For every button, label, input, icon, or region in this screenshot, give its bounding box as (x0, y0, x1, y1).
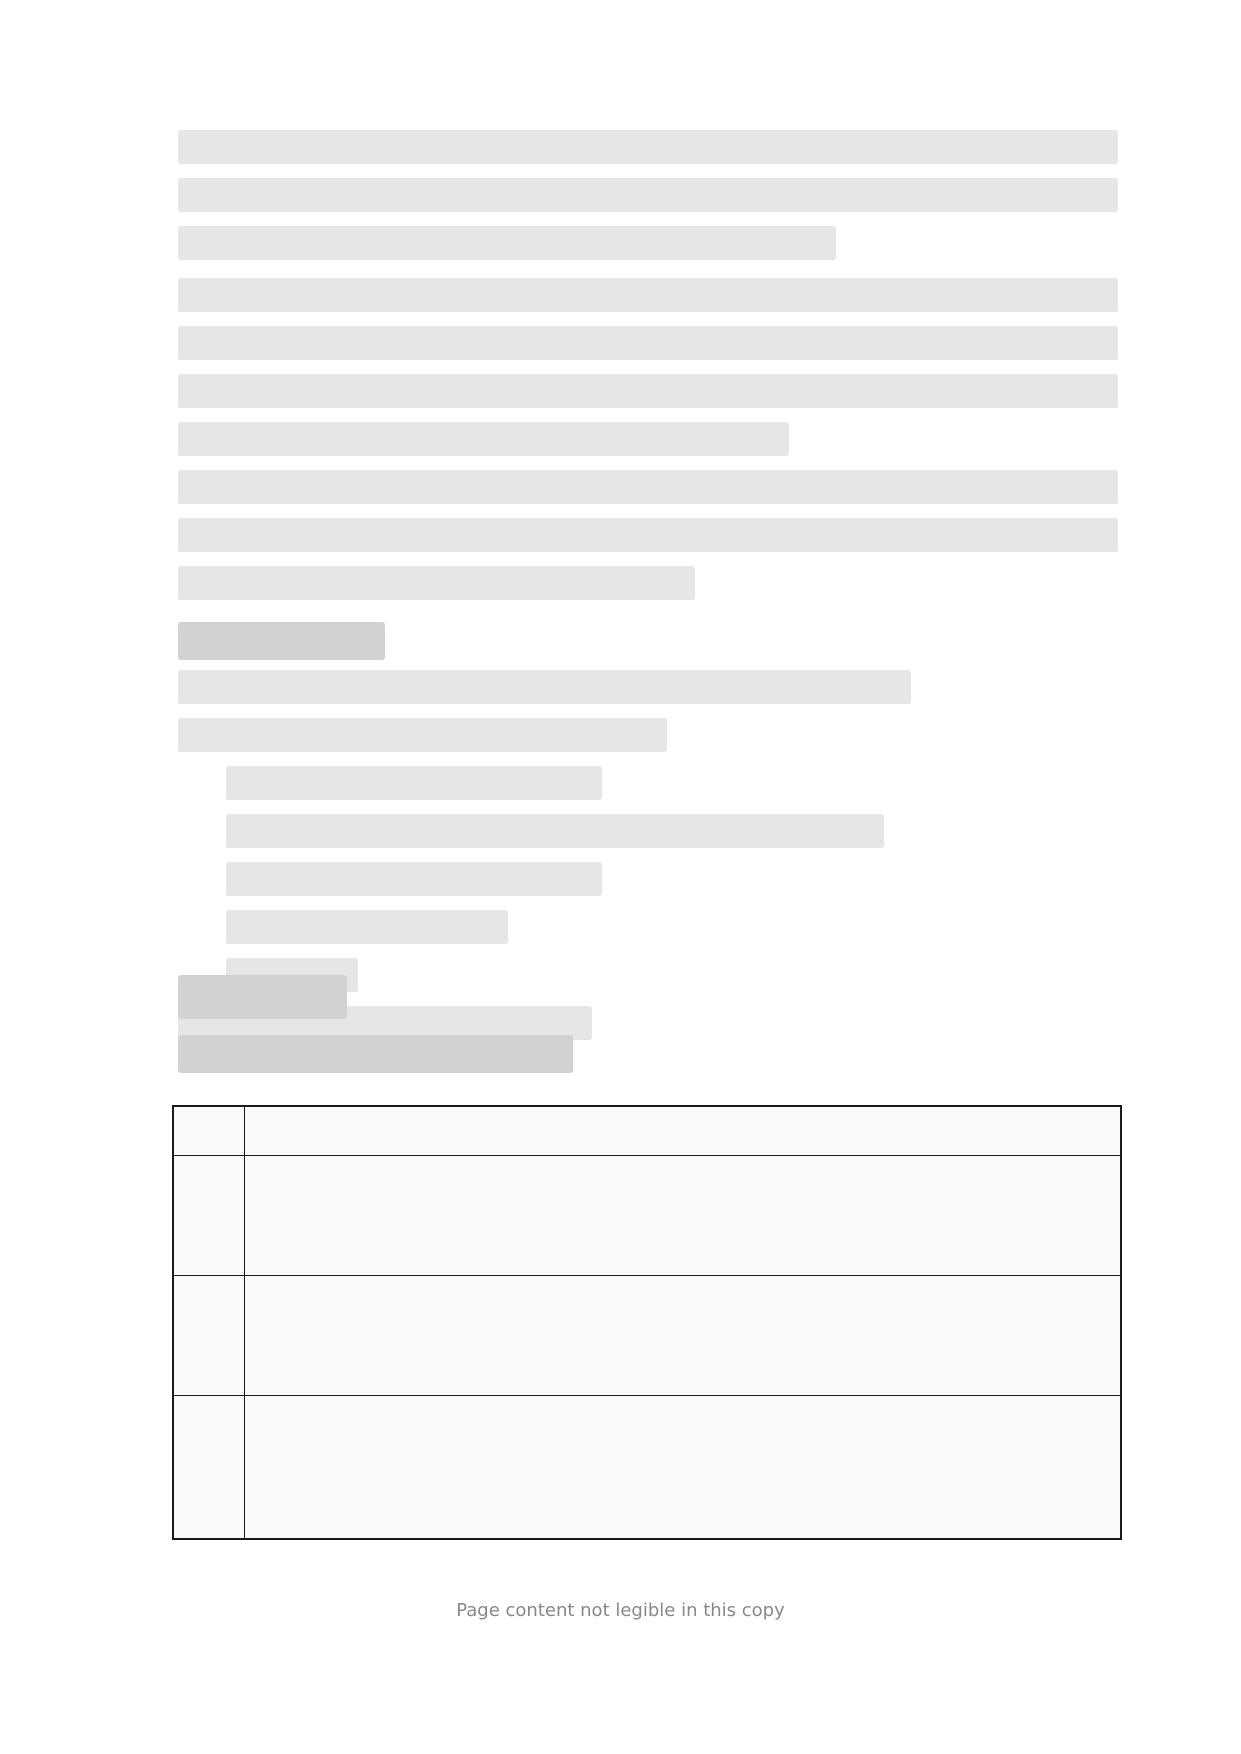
paragraph-placeholder-1 (178, 130, 1118, 274)
subsection-heading-placeholder (178, 1035, 1118, 1073)
legibility-note: Page content not legible in this copy (456, 1600, 785, 1621)
paragraph-placeholder-2 (178, 278, 1118, 470)
paragraph-placeholder-3 (178, 470, 1118, 614)
section-heading-placeholder (178, 622, 1118, 660)
responsibility-table-placeholder (172, 1105, 1122, 1540)
chapter-heading-placeholder (178, 975, 1118, 1019)
